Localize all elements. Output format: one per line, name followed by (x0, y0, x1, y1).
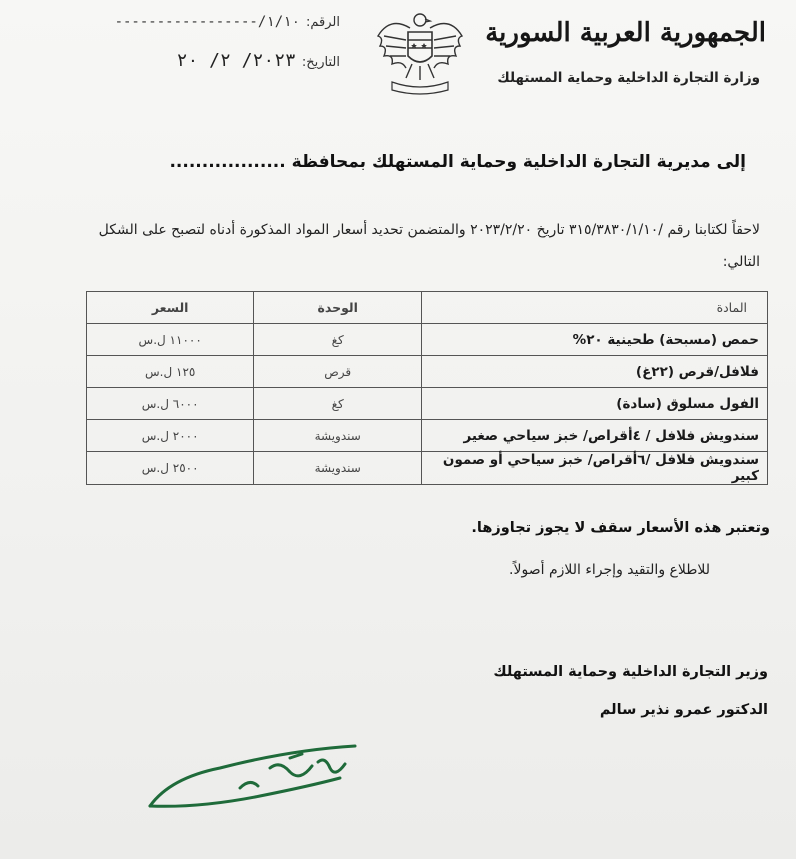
closing-line: للاطلاع والتقيد وإجراء اللازم أصولاً. (509, 562, 710, 578)
item-cell: سندويش فلافل /٦أقراص/ خبز سياحي أو صمون كبير (422, 452, 768, 485)
signer-title: وزير التجارة الداخلية وحماية المستهلك (493, 664, 768, 680)
table-row (87, 356, 768, 388)
unit-cell: قرص (254, 356, 422, 388)
body-paragraph: لاحقاً لكتابنا رقم /٣١٥/٣٨٣٠/١/١٠ تاريخ ٢٠٢٣/٢/٢٠ والمتضمن تحديد أسعار المواد المذكورة أدناه لتصبح على الشكل التالي: (98, 222, 760, 270)
table-header-row (87, 292, 768, 324)
price-ceiling-note: وتعتبر هذه الأسعار سقف لا يجوز تجاوزها. (471, 520, 770, 536)
item-cell: فلافل/قرص (٢٢غ) (422, 356, 768, 388)
item-cell: سندويش فلافل / ٤أقراص/ خبز سياحي صغير (422, 420, 768, 452)
item-cell: حمص (مسبحة) طحينية ٢٠% (422, 324, 768, 356)
reference-value: ١/١٠/----------------- (114, 14, 300, 30)
letter-date (100, 50, 340, 71)
recipient-line: إلى مديرية التجارة الداخلية وحماية المستهلك بمحافظة .................. (169, 152, 746, 172)
price-table (86, 291, 768, 485)
unit-cell: سندويشة (254, 452, 422, 485)
table-row (87, 324, 768, 356)
ministry-name: وزارة التجارة الداخلية وحماية المستهلك (497, 70, 760, 86)
date-label: التاريخ: (301, 55, 340, 70)
price-cell: ٢٠٠٠ ل.س (87, 420, 254, 452)
price-cell: ١١٠٠٠ ل.س (87, 324, 254, 356)
column-header-item: المادة (422, 292, 768, 324)
reference-label: الرقم: (306, 15, 340, 30)
date-value: ٢٠٢٣/ ٢/ ٢٠ (176, 50, 296, 71)
signer-name: الدكتور عمرو نذير سالم (599, 702, 768, 718)
price-cell: ١٢٥ ل.س (87, 356, 254, 388)
reference-number (100, 14, 340, 30)
price-cell: ٢٥٠٠ ل.س (87, 452, 254, 485)
price-cell: ٦٠٠٠ ل.س (87, 388, 254, 420)
eagle-emblem-icon (370, 6, 470, 98)
unit-cell: كغ (254, 324, 422, 356)
unit-cell: كغ (254, 388, 422, 420)
column-header-unit: الوحدة (254, 292, 422, 324)
unit-cell: سندويشة (254, 420, 422, 452)
table-row (87, 452, 768, 485)
table-row (87, 420, 768, 452)
table-row (87, 388, 768, 420)
state-name: الجمهورية العربية السورية (485, 18, 766, 48)
column-header-price: السعر (87, 292, 254, 324)
item-cell: الفول مسلوق (سادة) (422, 388, 768, 420)
handwritten-signature (140, 738, 370, 818)
